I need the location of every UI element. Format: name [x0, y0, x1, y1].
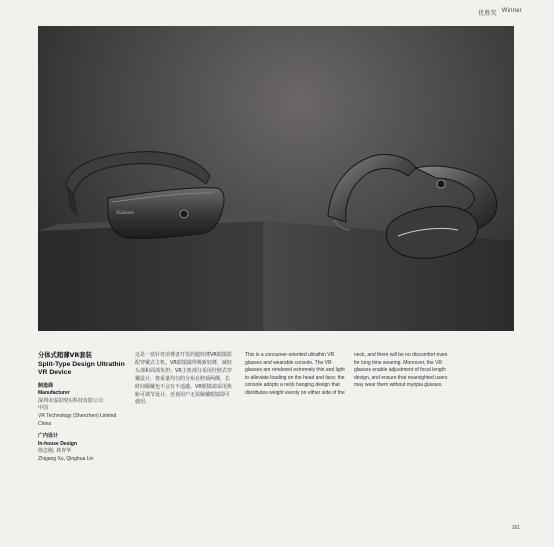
- vr-glasses-headband: [66, 152, 210, 194]
- manufacturer-label-en: Manufacturer: [38, 390, 70, 397]
- design-label-cn: 广内设计: [38, 433, 59, 440]
- header-label-en: Winner: [501, 8, 522, 14]
- designers-en: Zhigang Xu, Qinghua Lin: [38, 455, 94, 462]
- vr-glasses-brand: 3Glasses: [116, 210, 134, 215]
- description-cn: 这是一款针对消费者开发的超轻薄VR眼镜搭配穿戴式主机。VR眼镜做得极致轻薄，减轻头部和面部负担；VR主机部分采用挂脖式穿戴设计，将重量均匀的分布在脖颈两侧，长时间佩戴也不会有不适感。VR眼镜端采用焦距可调节设计，近视用户无需佩戴眼镜即可使用。: [135, 352, 232, 406]
- neck-console-logo: [437, 180, 445, 188]
- neck-console-left-arm: [328, 155, 416, 223]
- manufacturer-name-cn: 深圳市虚拟现实科技有限公司: [38, 397, 104, 404]
- header-label-cn: 优胜奖: [478, 10, 497, 17]
- product-title-cn: 分体式超薄VR套装: [38, 352, 92, 359]
- credits-column: [38, 352, 128, 464]
- manufacturer-country-en: China: [38, 420, 52, 427]
- manufacturer-name-en: VR Technology (Shenzhen) Limited: [38, 412, 117, 419]
- designers-cn: 徐志刚, 林青华: [38, 448, 72, 455]
- product-title-en: Split-Type Design Ultrathin VR Device: [38, 360, 125, 376]
- design-label-en: In-house Design: [38, 440, 77, 447]
- description-en-part1: This is a consumer-oriented ultrathin VR glasses and wearable console. The VR glasses are rendered extremely thin and light to alleviate loading on the head and face; the console adopts a neck hanging design that distributes weight evenly on either side of the: [245, 352, 345, 396]
- product-photo-illustration: [38, 26, 514, 331]
- manufacturer-label-cn: 制造商: [38, 382, 54, 389]
- description-en-part2: neck, and there will be no discomfort even for long time wearing. Moreover, the VR glasses enable adjustment of focal length design, and ensure that nearsighted users may wear them without myopia glasses.: [354, 352, 448, 389]
- page-header: [478, 8, 522, 17]
- manufacturer-country-cn: 中国: [38, 405, 49, 412]
- vr-glasses-logo: [180, 210, 188, 218]
- page-number: 161: [511, 525, 520, 531]
- product-photo: [38, 26, 514, 331]
